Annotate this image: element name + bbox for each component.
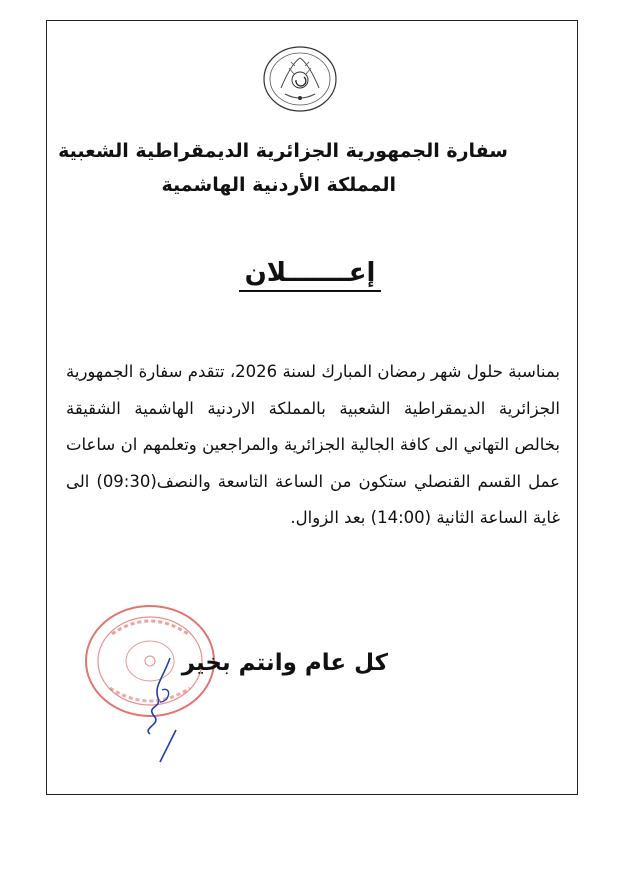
host-country: المملكة الأردنية الهاشمية [161,174,396,196]
announcement-title-text: إعـــــــلان [239,258,382,292]
algeria-coat-of-arms-icon [261,44,339,114]
embassy-name: سفارة الجمهورية الجزائرية الديمقراطية الشعبية [58,140,508,162]
announcement-body: بمناسبة حلول شهر رمضان المبارك لسنة 2026، تتقدم سفارة الجمهورية الجزائرية الديمقراطية الشعبية بالمملكة الاردنية الهاشمية الشقيقة بخالص التهاني الى كافة الجالية الجزائرية والمراجعين وتعلمهم ان ساعات عمل القسم القنصلي ستكون من الساعة التاسعة والنصف(09:30) الى غاية الساعة الثانية (14:00) بعد الزوال. [66,362,561,527]
announcement-title [0,258,620,292]
closing-greeting: كل عام وانتم بخير [181,650,388,676]
